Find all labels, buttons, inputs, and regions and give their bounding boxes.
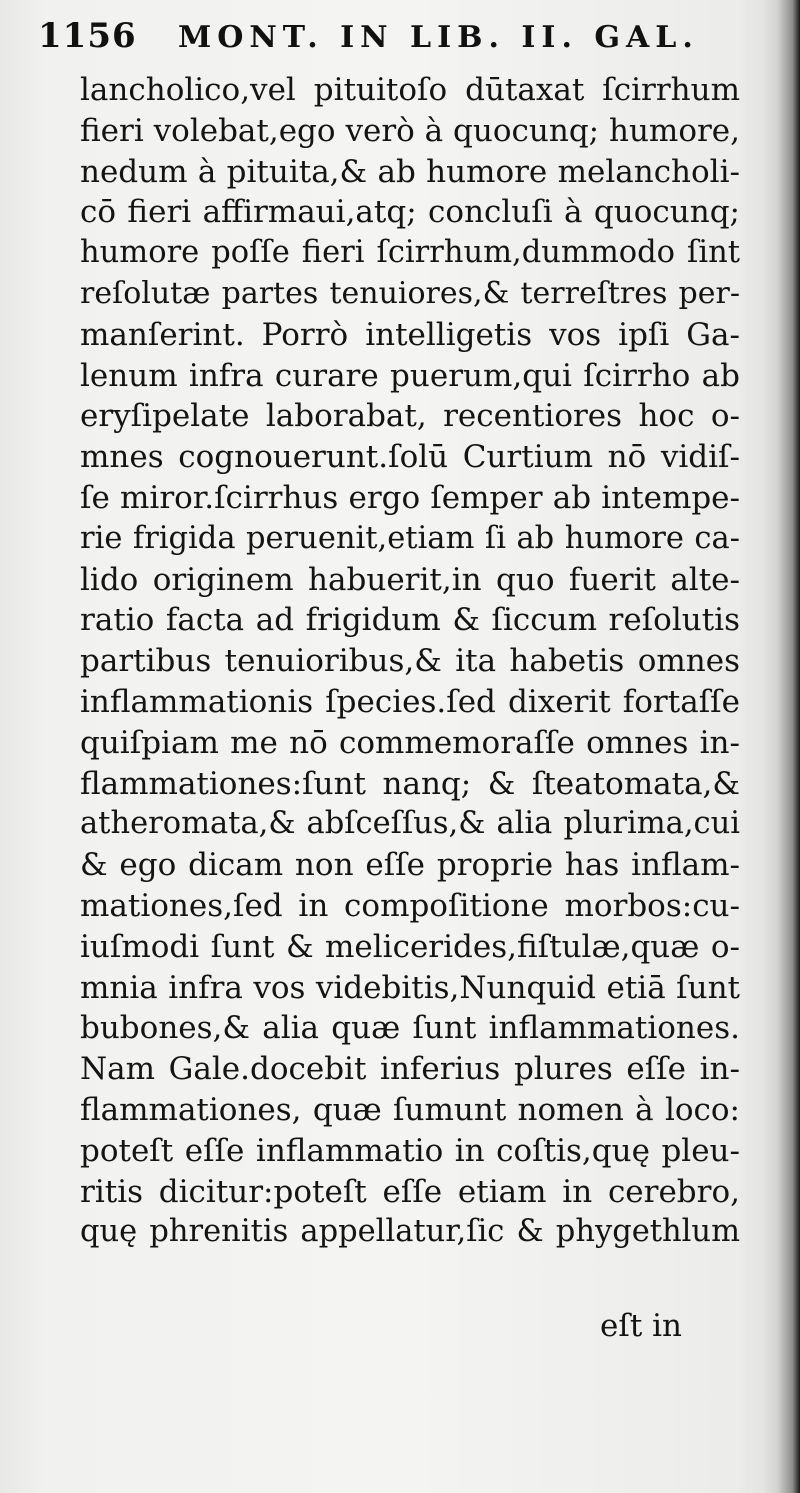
text-line: lancholico,vel pituitoſo dūtaxat ſcirrhum bbox=[80, 72, 740, 108]
text-line: partibus tenuioribus,& ita habetis omnes bbox=[80, 643, 740, 680]
text-line: bubones,& alia quæ ſunt inflammationes. bbox=[80, 1010, 740, 1047]
text-line: quę phrenitis appellatur,ſic & phygethlum bbox=[80, 1214, 740, 1250]
text-line: mationes,ſed in compoſitione morbos:cu- bbox=[80, 887, 740, 924]
catchword: eſt in bbox=[600, 1308, 683, 1344]
text-line: flammationes:ſunt nanq; & ſteatomata,& bbox=[80, 765, 740, 802]
text-line: manſerint. Porrò intelligetis vos ipſi Ga- bbox=[80, 316, 740, 353]
page-header bbox=[38, 14, 738, 62]
text-line: Nam Gale.docebit inferius plures eſſe in- bbox=[80, 1051, 740, 1088]
text-line: cō fieri affirmaui,atq; concluſi à quocunq; bbox=[80, 194, 740, 231]
text-line: inflammationis ſpecies.ſed dixerit fortaſſe bbox=[80, 683, 740, 720]
page-number: 1156 bbox=[38, 16, 137, 56]
text-line: ratio facta ad frigidum & ſiccum reſolutis bbox=[80, 602, 740, 639]
text-line: atheromata,& abſceſſus,& alia plurima,cui bbox=[80, 806, 740, 842]
text-line: lido originem habuerit,in quo fuerit alte- bbox=[80, 561, 740, 598]
text-line: mnia infra vos videbitis,Nunquid etiā ſunt bbox=[80, 969, 740, 1006]
text-line: quiſpiam me nō commemoraſſe omnes in- bbox=[80, 724, 740, 761]
running-head: MONT. IN LIB. II. GAL. bbox=[178, 20, 699, 55]
text-line: fieri volebat,ego verò à quocunq; humore, bbox=[80, 112, 740, 149]
text-line: reſolutæ partes tenuiores,& terreſtres per- bbox=[80, 275, 740, 311]
text-line: lenum infra curare puerum,qui ſcirrho ab bbox=[80, 357, 740, 394]
text-line: iuſmodi ſunt & melicerides,fiſtulæ,quæ o- bbox=[80, 928, 740, 965]
text-line: poteſt eſſe inflammatio in coſtis,quę pleu- bbox=[80, 1132, 740, 1169]
body-text bbox=[80, 70, 740, 1253]
text-line: mnes cognouerunt.ſolū Curtium nō vidiſ- bbox=[80, 439, 740, 476]
text-line: humore poſſe fieri ſcirrhum,dummodo ſint bbox=[80, 235, 740, 271]
text-line: rie frigida peruenit,etiam ſi ab humore ca- bbox=[80, 520, 740, 556]
text-line: eryſipelate laborabat, recentiores hoc o- bbox=[80, 398, 740, 435]
page-gutter-shadow bbox=[762, 0, 800, 1493]
text-line: ritis dicitur:poteſt eſſe etiam in cerebro, bbox=[80, 1173, 740, 1210]
text-line: nedum à pituita,& ab humore melancholi- bbox=[80, 153, 740, 190]
text-line: ſe miror.ſcirrhus ergo ſemper ab intempe- bbox=[80, 479, 740, 516]
text-line: & ego dicam non eſſe proprie has inflam- bbox=[80, 847, 740, 884]
text-line: flammationes, quæ ſumunt nomen à loco: bbox=[80, 1091, 740, 1128]
